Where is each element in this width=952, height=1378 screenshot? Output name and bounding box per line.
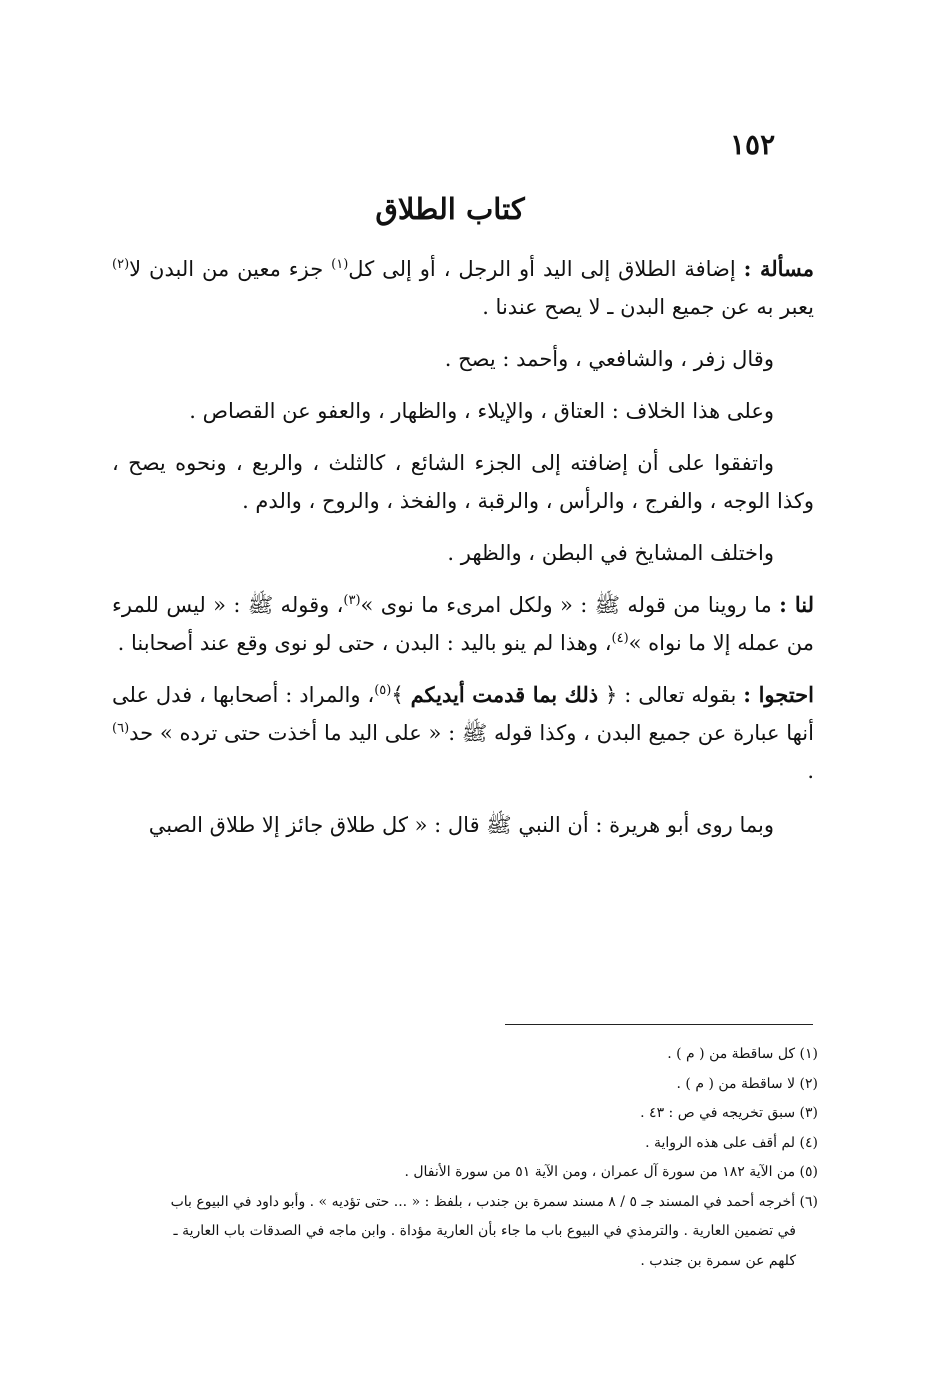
footnote-6-continuation: كلهم عن سمرة بن جندب .: [640, 1252, 796, 1269]
footnote-ref-2: (٢): [112, 257, 130, 272]
footnote-ref-6: (٦): [112, 721, 130, 736]
paragraph-text: بقوله تعالى : ﴿: [598, 683, 744, 707]
paragraph-lana: [112, 586, 814, 662]
quran-verse: ذلك بما قدمت أيديكم: [410, 682, 599, 707]
footnote-3: (٣) سبق تخريجه في ص : ٤٣ .: [640, 1105, 818, 1121]
paragraph-text: إضافة الطلاق إلى اليد أو الرجل ، أو إلى كل: [348, 257, 744, 281]
footnote-ref-3: (٣): [343, 593, 361, 608]
main-text: [112, 250, 814, 844]
paragraph-ihtajju: [112, 676, 814, 790]
footnote-1: (١) كل ساقطة من ( م ) .: [667, 1046, 818, 1062]
page-number: ١٥٢: [730, 128, 776, 161]
paragraph-khilaf: وعلى هذا الخلاف : العتاق ، والإيلاء ، والظهار ، والعفو عن القصاص .: [189, 399, 774, 423]
footnote-ref-5: (٥): [374, 683, 392, 698]
footnote-2: (٢) لا ساقطة من ( م ) .: [676, 1075, 818, 1092]
footnote-ref-4: (٤): [611, 631, 629, 646]
paragraph-ittafaqu: واتفقوا على أن إضافته إلى الجزء الشائع ، كالثلث ، والربع ، ونحوه يصح ، وكذا الوجه ، والفرج ، والرأس ، والرقبة ، والفخذ ، والروح ، والدم .: [112, 451, 814, 513]
paragraph-text: ما روينا من قوله ﷺ : « ولكل امرىء ما نوى »: [360, 593, 780, 617]
paragraph-text: ، والمراد : أصحابها ، فدل على أنها عبارة عن جميع البدن ، وكذا قوله ﷺ : « على اليد ما أخذت حتى ترده » حد: [112, 683, 814, 745]
paragraph-abu-hurayra: وبما روى أبو هريرة : أن النبي ﷺ قال : « كل طلاق جائز إلا طلاق الصبي: [148, 813, 774, 837]
paragraph-masala: [112, 250, 814, 326]
footnote-5: (٥) من الآية ١٨٢ من سورة آل عمران ، ومن الآية ٥١ من سورة الأنفال .: [404, 1164, 818, 1180]
paragraph-text: ﴾: [391, 683, 411, 707]
paragraph-text: جزء معين من البدن لا: [129, 257, 332, 281]
paragraph-text: يعبر به عن جميع البدن ـ لا يصح عندنا .: [482, 295, 814, 319]
ihtajju-heading: احتجوا :: [743, 682, 814, 707]
paragraph-ikhtalafa: واختلف المشايخ في البطن ، والظهر .: [447, 541, 774, 565]
masala-heading: مسألة :: [743, 256, 814, 281]
footnote-6: (٦) أخرجه أحمد في المسند جـ ٥ / ٨ مسند سمرة بن جندب ، بلفظ : « ... حتى تؤديه » . وأبو داود في البيوع باب: [170, 1193, 818, 1210]
paragraph-text: ، وقوله ﷺ : « ليس للمرء من عمله إلا ما نواه »: [112, 593, 814, 655]
paragraph-zufar: وقال زفر ، والشافعي ، وأحمد : يصح .: [444, 347, 774, 371]
footnote-6-continuation: في تضمين العارية . والترمذي في البيوع باب ما جاء بأن العارية مؤداة . وابن ماجه في الصدقات باب العارية ـ: [173, 1223, 796, 1239]
footnote-separator: [505, 1024, 813, 1025]
footnotes: [112, 1040, 818, 1276]
footnote-4: (٤) لم أقف على هذه الرواية .: [645, 1134, 818, 1151]
footnote-ref-1: (١): [331, 257, 349, 272]
chapter-title: كتاب الطلاق: [375, 192, 525, 226]
lana-heading: لنا :: [779, 592, 814, 617]
paragraph-text: .: [807, 759, 814, 783]
paragraph-text: ، وهذا لم ينو باليد : البدن ، حتى لو نوى وقع عند أصحابنا .: [117, 631, 612, 655]
